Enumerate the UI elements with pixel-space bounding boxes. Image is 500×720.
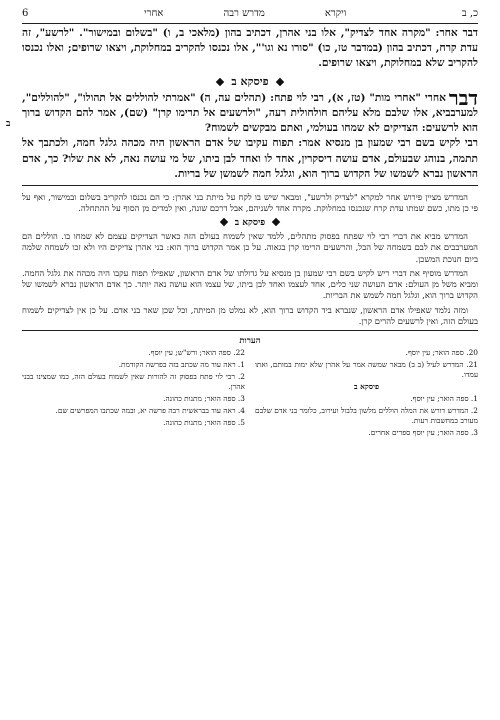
footnote: 5. ספה הואר; מתנות כהונה. xyxy=(163,418,245,428)
commentary-section-heading xyxy=(22,218,478,229)
parasha-name: אחרי xyxy=(143,7,164,19)
footnote: 1. ראה עוד מה שכתב בזה בפרשה הקודמת. xyxy=(118,360,245,370)
commentary xyxy=(22,192,478,327)
footnote: 4. ראה עוד בבראשית רבה פרשה יא, ובמה שכתבו המפרשים שם. xyxy=(55,406,245,416)
footnote: 20. ספה הואר; עין יוסף. xyxy=(405,348,478,358)
work-name: מדרש רבה xyxy=(223,7,265,19)
margin-section-mark: ב xyxy=(6,118,11,129)
midrash-para-2: אחרי "אחרי מות" (טז, א), רבי לוי פתח: (תהלים עה, ה) "אמרתי להוללים אל תהולו", "להוללים", למערבביא, אלו שלבם מלא עליהם חולחולית רעה, "ולרשעים אל תרימו קרן" (שם), אמר להם הקדוש ברוך הוא לרשעים: הצדיקים לא שמחו בעולמי, ואתם מבקשים לשמוח? xyxy=(22,91,478,135)
page-header xyxy=(22,6,478,24)
divider xyxy=(22,330,478,331)
footnote: 3. ספה הואר; עין יוסף ספרים אחרים. xyxy=(368,428,478,438)
section-label: פיסקא ב xyxy=(231,74,269,88)
book-name: ויקרא xyxy=(324,7,347,19)
commentary-section-label: פיסקא ב xyxy=(234,217,266,228)
commentary-para: המדרש מביא את דברי רבי לוי שפתח בפסוק מתהלים, ללמד שאין לשמוח בעולם הזה כאשר הצדיקים עצמם לא שמחו בו. הוללים הם המערבבים את לבם בשמחה של הבל, והרשעים הרימו קרן בגאוה. על כן אמר הקדוש ברוך הוא: בני אהרן צדיקים היו ולא זכו לשמחה שלמה ביום חנוכת המשכן. xyxy=(22,230,478,264)
diamond-icon xyxy=(215,77,223,85)
page-body xyxy=(6,26,478,440)
running-title xyxy=(144,8,346,19)
divider xyxy=(22,185,478,186)
diamond-icon xyxy=(272,218,280,226)
opening-word: דבר xyxy=(448,85,478,110)
midrash-text xyxy=(6,26,478,182)
footnote: 21. המדרש לעיל (ב ב) מבאר שמשה אמר על אהרן שלא ימות במותם, ואתו עמדו. xyxy=(255,360,478,380)
diamond-icon xyxy=(276,77,284,85)
footnote: 1. ספה הואר; עין יוסף. xyxy=(410,394,478,404)
diamond-icon xyxy=(219,218,227,226)
footnotes-right-column xyxy=(255,348,478,440)
footnotes-left-column xyxy=(22,348,245,440)
midrash-para-2-wrap xyxy=(6,85,478,137)
footnotes xyxy=(22,348,478,440)
chapter-ref: כ, ב xyxy=(461,7,478,19)
commentary-para: המדרש מציין פירוש אחר למקרא "לצדיק ולרשע", ומבאר שיש בו לקח על מיתת בני אהרן: כי הם נכנסו להקריב בשלום ובמישור, ואף על פי כן מתו, כשם שמתו עדת קרח שנכנסו במחלוקת. מקרה אחד לשניהם, אבל דרכם שונה, ואין למדים מן הסוף על ההתחלה. xyxy=(22,192,478,214)
footnote: 2. המדרש דורש את המלה הוללים מלשון בלבול ועירוב, כלומר בני אדם שלבם מעורב במחשבות רעות. xyxy=(255,406,478,426)
notes-title: הערות xyxy=(239,336,261,347)
page-number: 6 xyxy=(22,7,29,19)
commentary-para: המדרש מוסיף את דברי ריש לקיש בשם רבי שמעון בן מנסיא על גדולתו של אדם הראשון, שאפילו תפוח עקבו היה מכהה את גלגל החמה. ומביא משל מן העולם: אדם העושה שני כלים, אחד לעצמו ואחד לבן ביתו, של עצמו הוא עושה נאה יותר. כך אדם הראשון נברא לשמשו של הקדוש ברוך הוא, וגלגל חמה לשמש את הבריות. xyxy=(22,267,478,301)
midrash-para-3: רבי לקיש בשם רבי שמעון בן מנסיא אמר: תפוח עקיבו של אדם הראשון היה מכהה גלגל חמה, ולכתבך אל תתמה, בנוהג שבעולם, אדם עושה דיסקרין, אחד לו ואחד לבן ביתו, של מי עושה נאה, לא את שלו? כך, אדם הראשון נברא לשמשו של הקדוש ברוך הוא, וגלגל חמה לשמשן של בריות. xyxy=(22,137,478,180)
footnote: 22. ספה הואר; ורש"ש; עין יוסף. xyxy=(148,348,245,358)
footnote-section-label: פיסקא ב xyxy=(354,382,379,392)
midrash-para-1: דבר אחר: "מקרה אחד לצדיק", אלו בני אהרן, דכתיב בהון (מלאכי ב, ו) "בשלום ובמישור". "לרשע", זה עדת קרח, דכתיב בהון (במדבר טז, כו) "סורו נא וגו'", אלו נכנסו להקריב במחלוקת, ויצאו שרופים; ואלו נכנסו להקריב שלא במחלוקת, ויצאו שרופים. xyxy=(22,27,478,70)
footnote: 2. רבי לוי פתח בפסוק זה להורות שאין לשמוח בעולם הזה, כמו שמצינו בבני אהרן. xyxy=(22,372,245,392)
footnote: 3. ספה הואר; מתנות כהונה. xyxy=(163,394,245,404)
commentary-para: ומזה נלמד שאפילו אדם הראשון, שנברא ביד הקדוש ברוך הוא, לא נמלט מן המיתה, וכל שכן שאר בני אדם. על כן אין לצדיקים לשמוח בעולם הזה, ואין לרשעים להרים קרן. xyxy=(22,304,478,326)
section-heading xyxy=(22,74,478,89)
